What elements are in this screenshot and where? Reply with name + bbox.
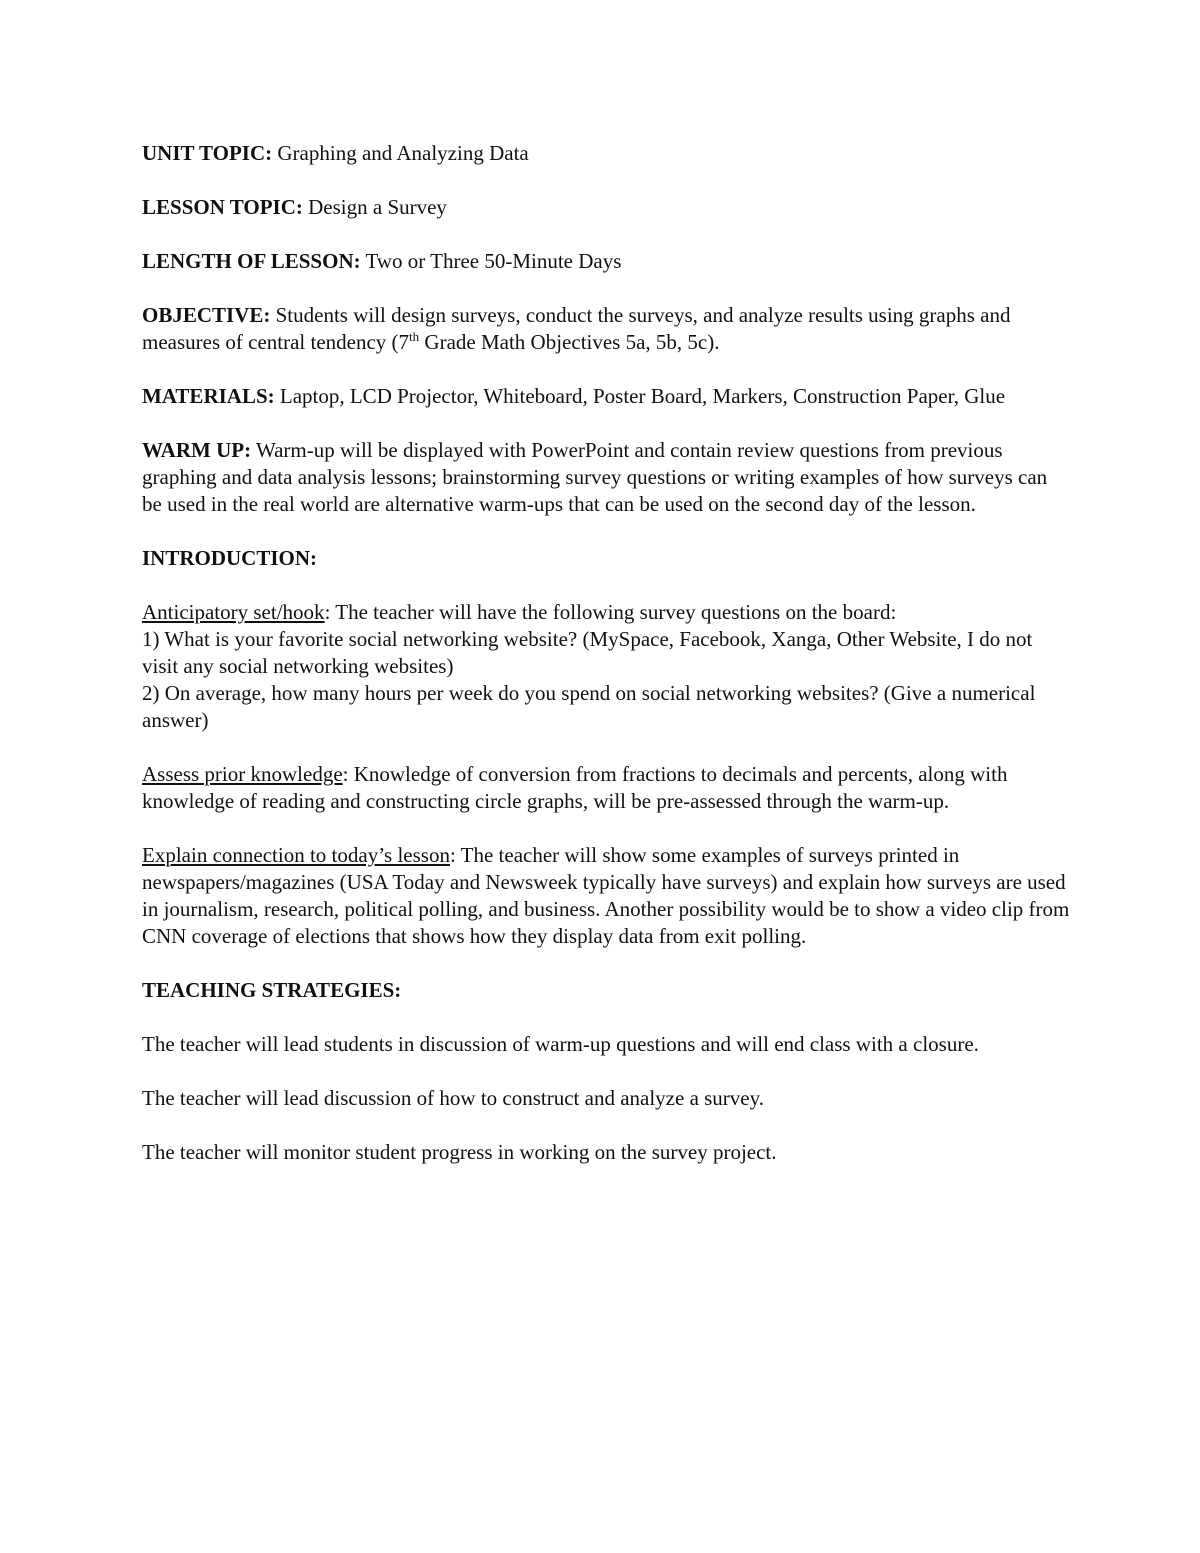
- warm-up-value: Warm-up will be displayed with PowerPoint and contain review questions from previous graphing and data analysis lessons; brainstorming survey questions or writing examples of how surveys can be used in the real world are alternative warm-ups that can be used on the second day of the lesson.: [142, 438, 1048, 516]
- objective-label: OBJECTIVE:: [142, 303, 271, 327]
- lesson-topic-value: Design a Survey: [308, 195, 447, 219]
- anticipatory-line: [142, 599, 1072, 626]
- objective-paragraph: [142, 302, 1072, 356]
- connection-paragraph: [142, 842, 1072, 950]
- introduction-heading: INTRODUCTION:: [142, 546, 318, 570]
- unit-topic-label: UNIT TOPIC:: [142, 141, 273, 165]
- anticipatory-label: Anticipatory set/hook: [142, 600, 325, 624]
- survey-question-2: 2) On average, how many hours per week do you spend on social networking websites? (Give a numerical answer): [142, 681, 1036, 732]
- materials-value: Laptop, LCD Projector, Whiteboard, Poster Board, Markers, Construction Paper, Glue: [279, 384, 1006, 408]
- length-of-lesson-label: LENGTH OF LESSON:: [142, 249, 361, 273]
- lesson-plan-document: [142, 140, 1072, 1193]
- strategy-item-2: The teacher will lead discussion of how to construct and analyze a survey.: [142, 1086, 765, 1110]
- teaching-strategies-heading: TEACHING STRATEGIES:: [142, 978, 402, 1002]
- unit-topic-value: Graphing and Analyzing Data: [277, 141, 529, 165]
- objective-superscript: th: [409, 329, 420, 344]
- warm-up-label: WARM UP:: [142, 438, 252, 462]
- warm-up-paragraph: [142, 437, 1072, 518]
- lesson-topic-paragraph: [142, 194, 1072, 221]
- anticipatory-text: : The teacher will have the following survey questions on the board:: [324, 600, 897, 624]
- length-of-lesson-value: Two or Three 50-Minute Days: [365, 249, 622, 273]
- lesson-topic-label: LESSON TOPIC:: [142, 195, 303, 219]
- materials-label: MATERIALS:: [142, 384, 275, 408]
- assess-prior-knowledge-paragraph: [142, 761, 1072, 815]
- strategy-item-3: The teacher will monitor student progress in working on the survey project.: [142, 1140, 777, 1164]
- connection-text: : The teacher will show some examples of surveys printed in newspapers/magazines (USA Today and Newsweek typically have surveys) and explain how surveys are used in journalism, research, political polling, and business. Another possibility would be to show a video clip from CNN coverage of elections that shows how they display data from exit polling.: [142, 843, 1070, 948]
- objective-text-end: Grade Math Objectives 5a, 5b, 5c).: [419, 330, 720, 354]
- survey-question-1: 1) What is your favorite social networking website? (MySpace, Facebook, Xanga, Other Website, I do not visit any social networking websites): [142, 627, 1033, 678]
- anticipatory-paragraph: [142, 599, 1072, 734]
- teaching-strategies-heading-paragraph: [142, 977, 1072, 1004]
- assess-prior-knowledge-text: : Knowledge of conversion from fractions to decimals and percents, along with knowledge of reading and constructing circle graphs, will be pre-assessed through the warm-up.: [142, 762, 1008, 813]
- length-of-lesson-paragraph: [142, 248, 1072, 275]
- materials-paragraph: [142, 383, 1072, 410]
- connection-label: Explain connection to today’s lesson: [142, 843, 450, 867]
- strategy-item-1: The teacher will lead students in discussion of warm-up questions and will end class with a closure.: [142, 1032, 979, 1056]
- introduction-heading-paragraph: [142, 545, 1072, 572]
- assess-prior-knowledge-label: Assess prior knowledge: [142, 762, 343, 786]
- unit-topic-paragraph: [142, 140, 1072, 167]
- objective-text-start: Students will design surveys, conduct the surveys, and analyze results using graphs and measures of central tendency (7: [142, 303, 1011, 354]
